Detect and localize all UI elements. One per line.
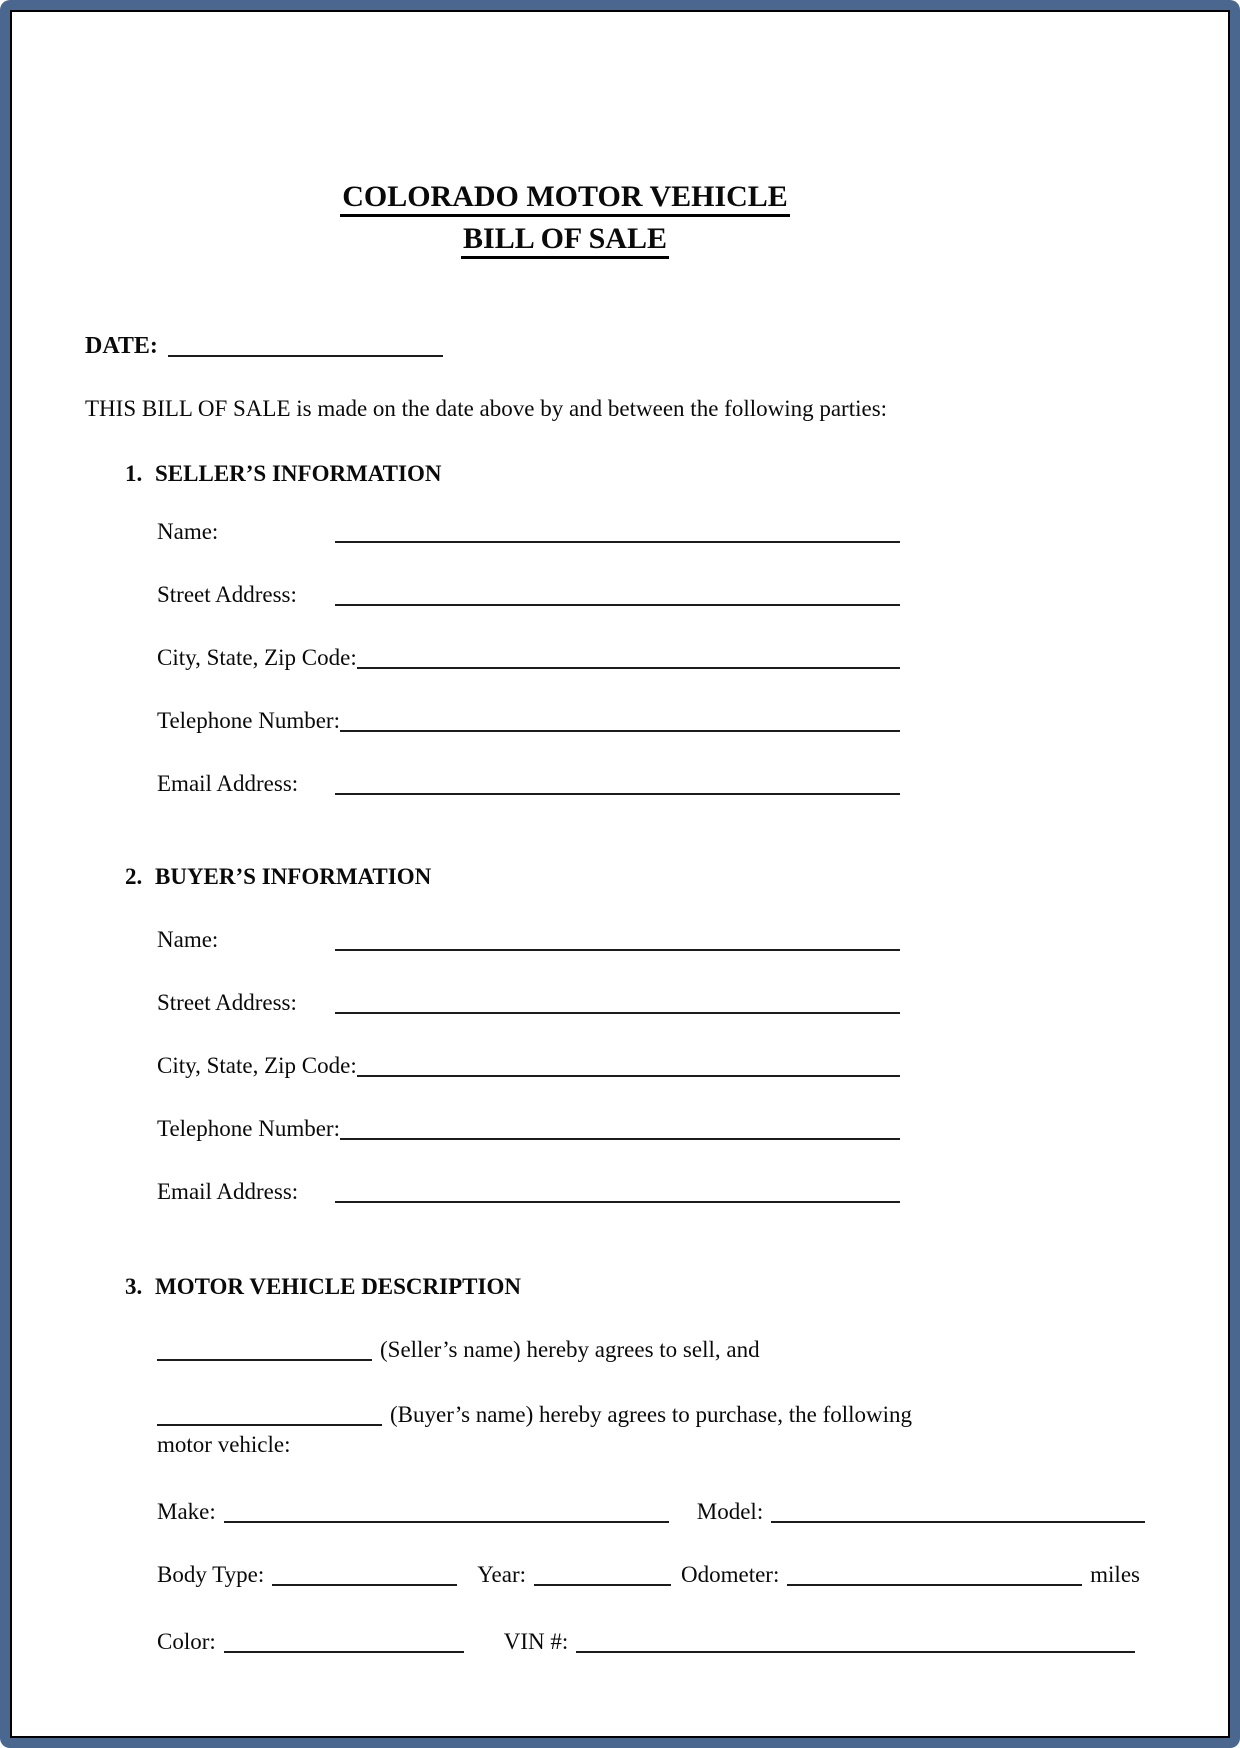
buyer-name-blank-line[interactable] <box>335 925 900 951</box>
bodytype-year-odometer-row <box>157 1560 1140 1590</box>
vin-label: VIN #: <box>503 1629 569 1654</box>
section-buyer-number: 2. <box>125 864 143 889</box>
seller-street-label: Street Address: <box>157 582 297 607</box>
buyer-email-blank-line[interactable] <box>335 1177 900 1203</box>
buyer-name-label: Name: <box>157 927 219 952</box>
section-seller-title: SELLER’S INFORMATION <box>155 461 442 486</box>
color-label: Color: <box>157 1629 216 1654</box>
seller-email-blank-line[interactable] <box>335 769 900 795</box>
buyer-phone-blank-line[interactable] <box>340 1114 900 1140</box>
buyer-clause-text: (Buyer’s name) hereby agrees to purchase, the following <box>390 1402 913 1427</box>
buyer-clause <box>157 1400 1155 1460</box>
seller-name-blank-line[interactable] <box>335 517 900 543</box>
seller-phone-row <box>157 706 900 736</box>
year-blank-line[interactable] <box>534 1560 671 1586</box>
year-label: Year: <box>477 1562 526 1587</box>
section-seller-heading <box>125 459 1155 489</box>
buyer-name-row <box>157 925 900 955</box>
buyer-city-row <box>157 1051 900 1081</box>
title-line-2: BILL OF SALE <box>461 222 669 259</box>
make-blank-line[interactable] <box>224 1497 669 1523</box>
intro-text: THIS BILL OF SALE is made on the date above by and between the following parties: <box>85 396 888 421</box>
buyer-phone-row <box>157 1114 900 1144</box>
section-buyer-title: BUYER’S INFORMATION <box>155 864 432 889</box>
make-model-row <box>157 1497 1145 1527</box>
buyer-street-row <box>157 988 900 1018</box>
body-type-blank-line[interactable] <box>272 1560 457 1586</box>
seller-email-row <box>157 769 900 799</box>
buyer-phone-label: Telephone Number: <box>157 1116 340 1141</box>
seller-city-label: City, State, Zip Code: <box>157 645 357 670</box>
document-content <box>12 12 1228 1657</box>
seller-email-label: Email Address: <box>157 771 299 796</box>
seller-name-label: Name: <box>157 519 219 544</box>
buyer-street-label: Street Address: <box>157 990 297 1015</box>
buyer-street-blank-line[interactable] <box>335 988 900 1014</box>
section-buyer-heading <box>125 862 1155 892</box>
buyer-email-label: Email Address: <box>157 1179 299 1204</box>
seller-clause <box>157 1335 1155 1365</box>
buyer-clause-continuation: motor vehicle: <box>157 1432 291 1457</box>
document-title <box>85 176 1045 260</box>
section-vehicle-number: 3. <box>125 1274 143 1299</box>
seller-street-blank-line[interactable] <box>335 580 900 606</box>
color-vin-row <box>157 1627 1135 1657</box>
section-vehicle-title: MOTOR VEHICLE DESCRIPTION <box>155 1274 521 1299</box>
buyer-city-blank-line[interactable] <box>357 1051 900 1077</box>
model-label: Model: <box>696 1499 764 1524</box>
document-page <box>10 10 1230 1738</box>
vin-blank-line[interactable] <box>576 1627 1135 1653</box>
date-label: DATE: <box>85 333 158 359</box>
seller-name-fill-line[interactable] <box>157 1339 372 1361</box>
body-type-label: Body Type: <box>157 1562 265 1587</box>
make-label: Make: <box>157 1499 216 1524</box>
section-vehicle-heading <box>125 1272 1155 1302</box>
seller-street-row <box>157 580 900 610</box>
buyer-name-fill-line[interactable] <box>157 1404 382 1426</box>
title-line-1: COLORADO MOTOR VEHICLE <box>340 180 790 217</box>
odometer-blank-line[interactable] <box>787 1560 1082 1586</box>
model-blank-line[interactable] <box>771 1497 1145 1523</box>
date-blank-line[interactable] <box>168 335 443 357</box>
color-blank-line[interactable] <box>224 1627 464 1653</box>
buyer-email-row <box>157 1177 900 1207</box>
seller-city-blank-line[interactable] <box>357 643 900 669</box>
buyer-city-label: City, State, Zip Code: <box>157 1053 357 1078</box>
odometer-label: Odometer: <box>681 1562 780 1587</box>
miles-label: miles <box>1090 1562 1140 1587</box>
section-seller-number: 1. <box>125 461 143 486</box>
seller-phone-label: Telephone Number: <box>157 708 340 733</box>
seller-name-row <box>157 517 900 547</box>
seller-city-row <box>157 643 900 673</box>
date-row <box>85 331 1155 361</box>
seller-phone-blank-line[interactable] <box>340 706 900 732</box>
seller-clause-text: (Seller’s name) hereby agrees to sell, and <box>380 1337 760 1362</box>
